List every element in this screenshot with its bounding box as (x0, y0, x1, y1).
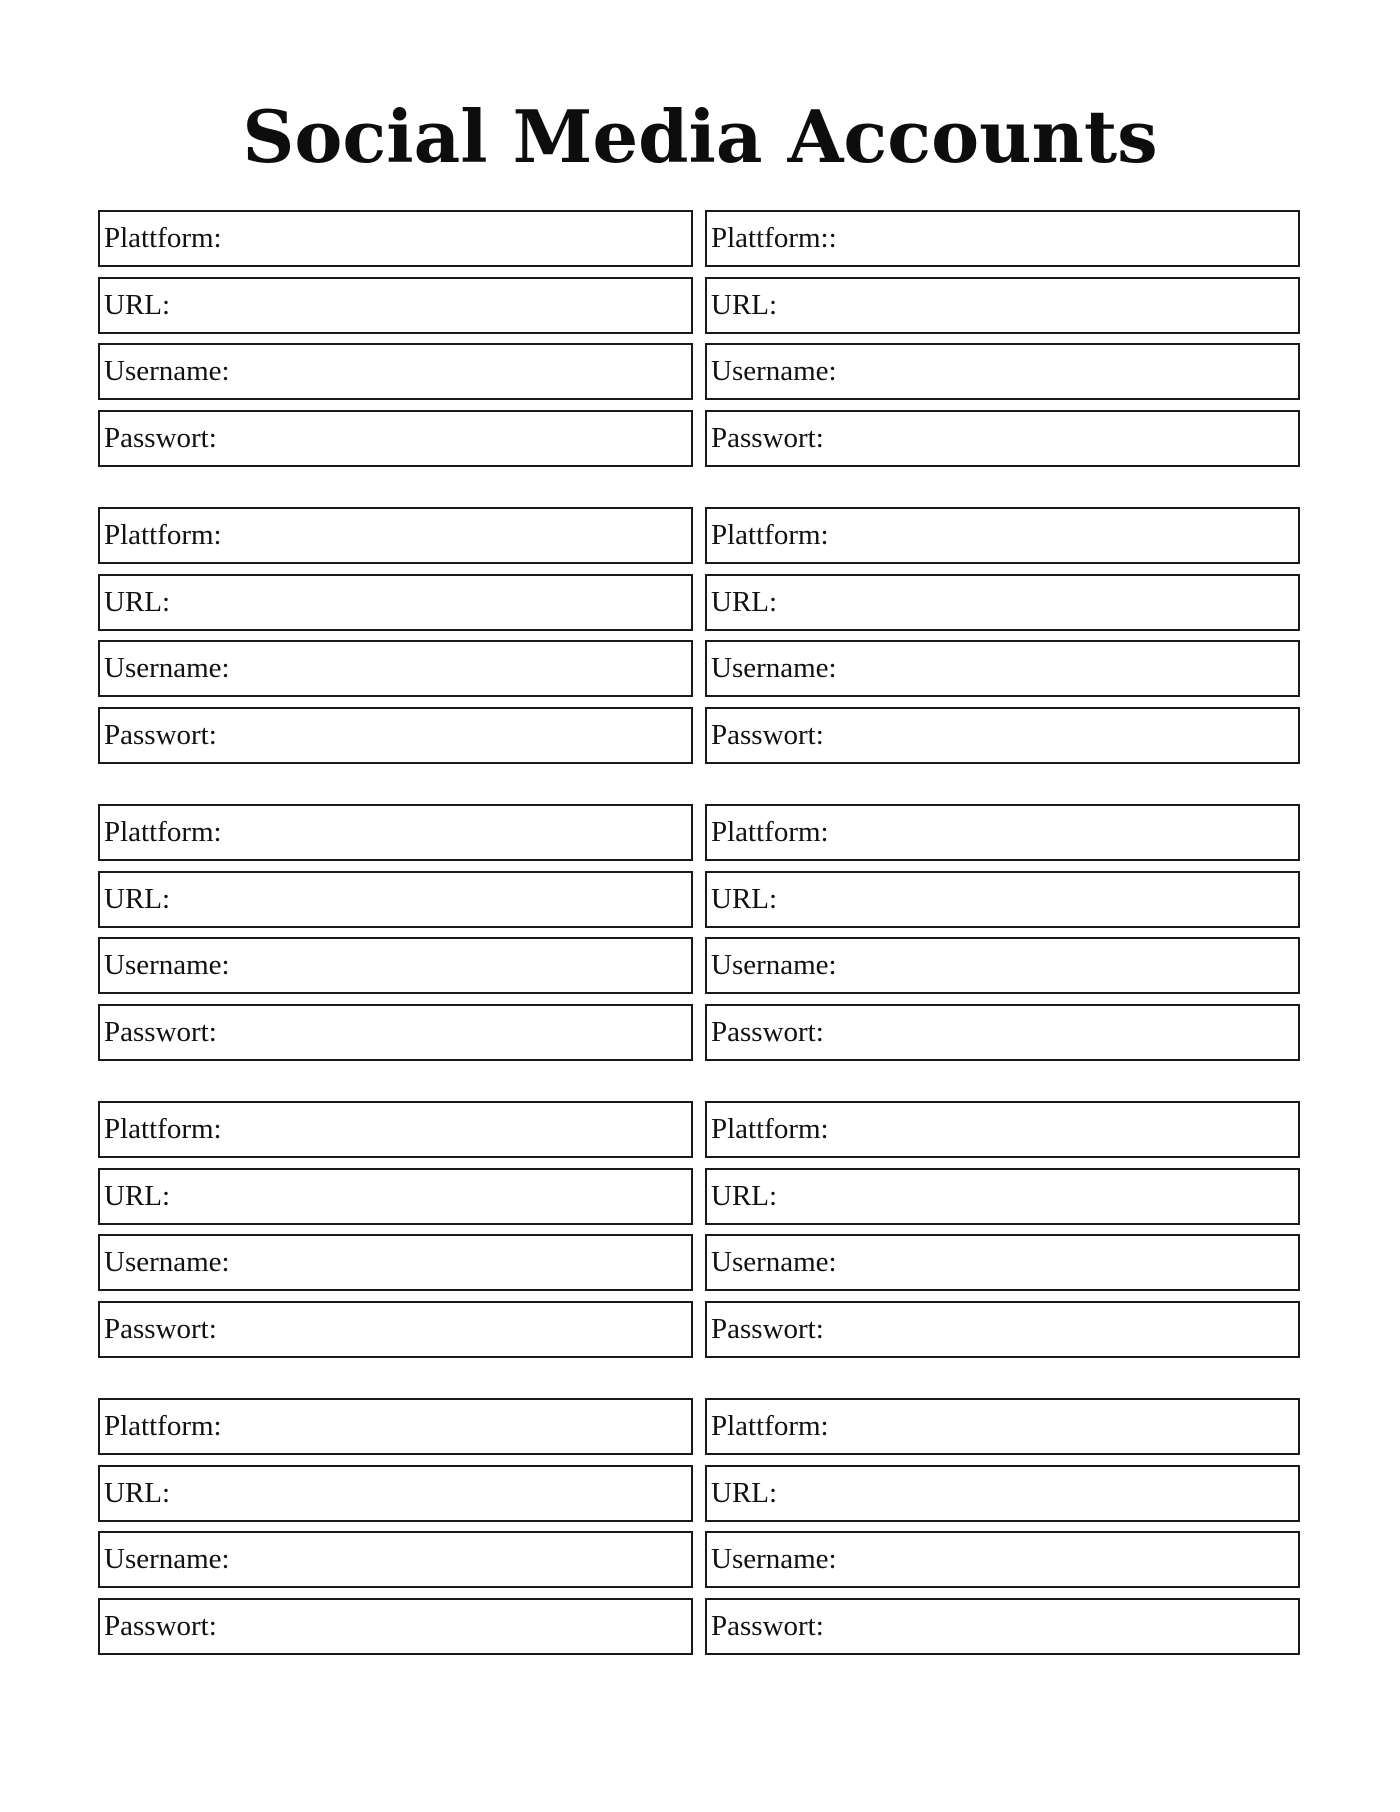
account-row (98, 210, 1300, 467)
account-card (705, 1398, 1300, 1655)
password-field[interactable]: Passwort: (705, 1598, 1300, 1655)
url-field[interactable]: URL: (98, 871, 693, 928)
account-card (98, 1101, 693, 1358)
account-card (705, 804, 1300, 1061)
url-field[interactable]: URL: (705, 574, 1300, 631)
url-field[interactable]: URL: (98, 574, 693, 631)
platform-field[interactable]: Plattform: (98, 507, 693, 564)
password-field[interactable]: Passwort: (98, 1004, 693, 1061)
account-row (98, 1398, 1300, 1655)
password-field[interactable]: Passwort: (98, 707, 693, 764)
account-card (705, 507, 1300, 764)
username-field[interactable]: Username: (705, 640, 1300, 697)
account-card (98, 507, 693, 764)
account-card (705, 1101, 1300, 1358)
username-field[interactable]: Username: (98, 640, 693, 697)
platform-field[interactable]: Plattform: (705, 1398, 1300, 1455)
username-field[interactable]: Username: (705, 343, 1300, 400)
platform-field[interactable]: Plattform: (98, 210, 693, 267)
platform-field[interactable]: Plattform: (98, 804, 693, 861)
account-card (98, 804, 693, 1061)
username-field[interactable]: Username: (98, 1531, 693, 1588)
username-field[interactable]: Username: (98, 1234, 693, 1291)
platform-field[interactable]: Plattform: (98, 1101, 693, 1158)
account-card (98, 1398, 693, 1655)
platform-field[interactable]: Plattform:: (705, 210, 1300, 267)
platform-field[interactable]: Plattform: (705, 507, 1300, 564)
accounts-grid (98, 210, 1300, 1655)
account-row (98, 804, 1300, 1061)
platform-field[interactable]: Plattform: (705, 1101, 1300, 1158)
password-field[interactable]: Passwort: (705, 1301, 1300, 1358)
password-field[interactable]: Passwort: (705, 1004, 1300, 1061)
password-field[interactable]: Passwort: (705, 707, 1300, 764)
platform-field[interactable]: Plattform: (705, 804, 1300, 861)
url-field[interactable]: URL: (705, 871, 1300, 928)
url-field[interactable]: URL: (98, 1465, 693, 1522)
account-card (705, 210, 1300, 467)
username-field[interactable]: Username: (98, 937, 693, 994)
username-field[interactable]: Username: (705, 1234, 1300, 1291)
url-field[interactable]: URL: (98, 277, 693, 334)
username-field[interactable]: Username: (705, 937, 1300, 994)
account-card (98, 210, 693, 467)
username-field[interactable]: Username: (98, 343, 693, 400)
username-field[interactable]: Username: (705, 1531, 1300, 1588)
account-row (98, 1101, 1300, 1358)
password-field[interactable]: Passwort: (98, 410, 693, 467)
platform-field[interactable]: Plattform: (98, 1398, 693, 1455)
url-field[interactable]: URL: (705, 277, 1300, 334)
page-title: Social Media Accounts (242, 94, 1158, 179)
account-row (98, 507, 1300, 764)
password-field[interactable]: Passwort: (98, 1598, 693, 1655)
url-field[interactable]: URL: (98, 1168, 693, 1225)
password-field[interactable]: Passwort: (98, 1301, 693, 1358)
url-field[interactable]: URL: (705, 1168, 1300, 1225)
url-field[interactable]: URL: (705, 1465, 1300, 1522)
password-field[interactable]: Passwort: (705, 410, 1300, 467)
